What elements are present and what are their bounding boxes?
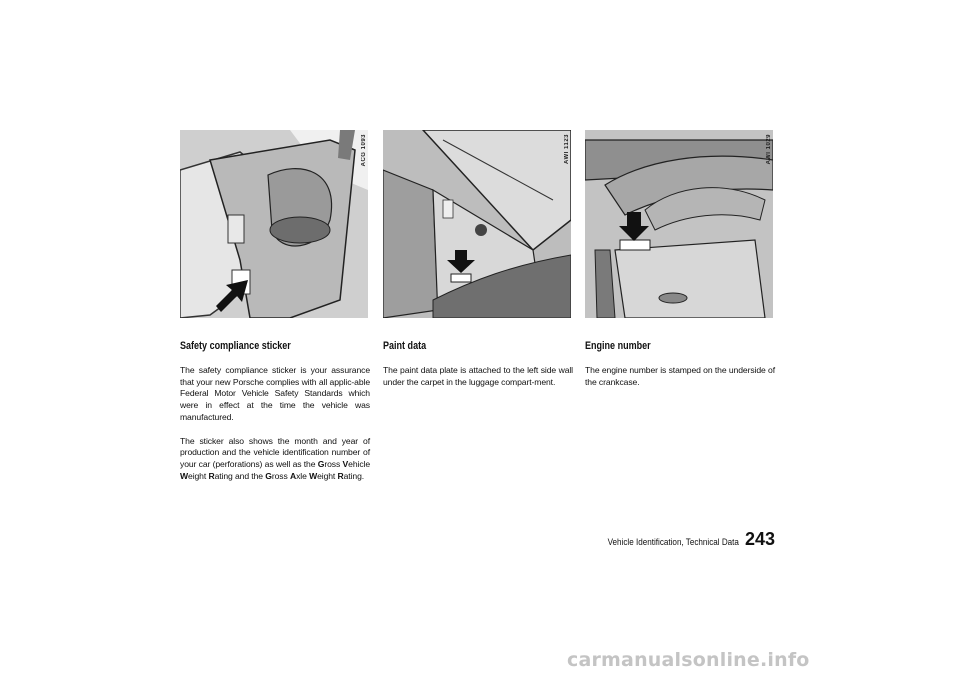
figure-code: AWI 1029 xyxy=(766,134,772,165)
paragraph: The paint data plate is attached to the left side wall under the carpet in the luggage compart-ment. xyxy=(383,365,573,387)
engine-illustration xyxy=(585,130,773,318)
paragraph: The engine number is stamped on the underside of the crankcase. xyxy=(585,365,775,387)
page-number: 243 xyxy=(744,529,775,549)
figure-safety-sticker xyxy=(180,130,368,318)
figure-paint-data xyxy=(383,130,571,318)
watermark: carmanualsonline.info xyxy=(567,649,810,671)
section-heading: Engine number xyxy=(585,340,651,352)
section-heading: Safety compliance sticker xyxy=(180,340,291,352)
section-safety-sticker xyxy=(180,340,370,494)
luggage-illustration xyxy=(383,130,571,318)
paragraph: The safety compliance sticker is your assurance that your new Porsche complies with all applic-able Federal Motor Vehicle Safety Standards which were in effect at the time the vehicle was manufactured. xyxy=(180,365,370,422)
figure-engine-number xyxy=(585,130,773,318)
figure-code: ACG 1093 xyxy=(361,134,367,167)
section-paint-data xyxy=(383,340,573,400)
page-footer xyxy=(520,528,775,550)
door-illustration xyxy=(180,130,368,318)
paragraph: The sticker also shows the month and year of production and the vehicle identification number of your car (perforations) as well as the Gross Vehicle Weight Rating and the Gross Axle Weight Rating. xyxy=(180,435,371,481)
chapter-title: Vehicle Identification, Technical Data xyxy=(607,537,739,547)
section-engine-number xyxy=(585,340,775,400)
figure-code: AWI 1123 xyxy=(564,134,570,165)
section-heading: Paint data xyxy=(383,340,427,352)
